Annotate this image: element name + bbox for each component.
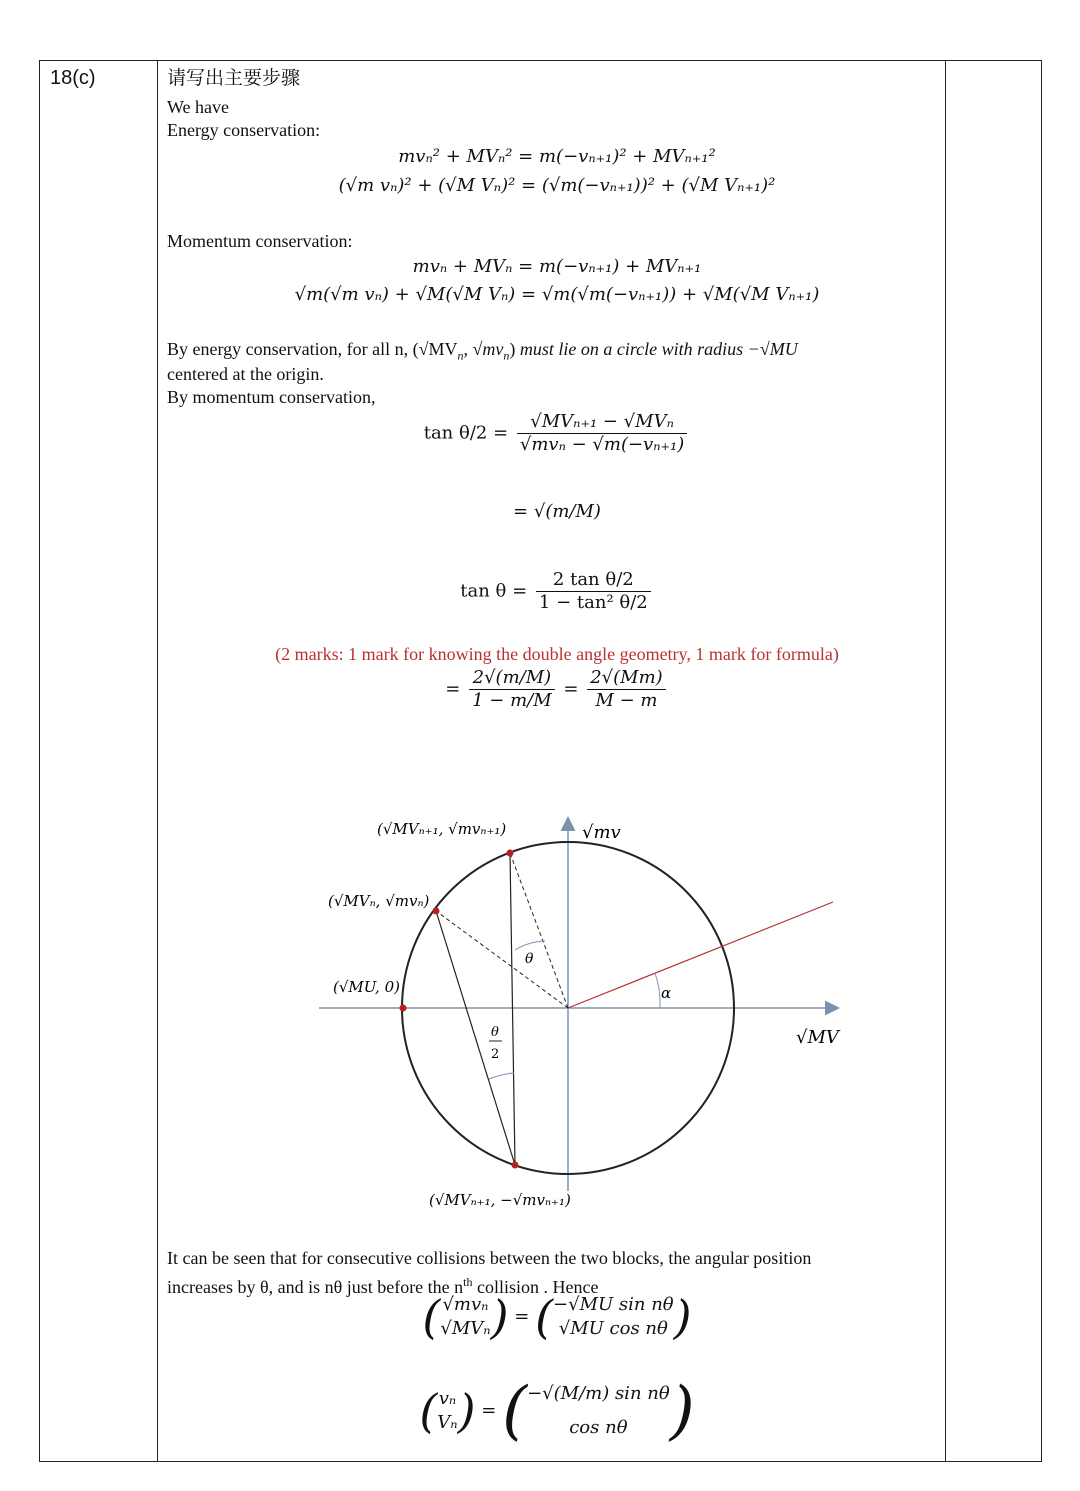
final-numerator-2: 2√(Mm): [587, 667, 665, 690]
vec3-top: vₙ: [438, 1388, 457, 1409]
tan-half-denominator: √mvₙ − √m(−vₙ₊₁): [519, 434, 685, 455]
tan-full-numerator: 2 tan θ/2: [536, 569, 651, 592]
circle-statement-start: By energy conservation, for all n, (√MV: [167, 339, 458, 359]
vec1-bottom: √MVₙ: [440, 1318, 491, 1339]
conclusion-line-2-text: increases by θ, and is nθ just before the n: [167, 1277, 464, 1297]
marks-note: (2 marks: 1 mark for knowing the double angle geometry, 1 mark for formula): [275, 644, 839, 664]
tan-half-lhs: tan θ/2 =: [423, 422, 509, 444]
momentum-equation-1: mvₙ + MVₙ = m(−vₙ₊₁) + MVₙ₊₁: [412, 256, 702, 277]
x-axis-label: √MV: [796, 1027, 839, 1048]
question-number: 18(c): [50, 67, 96, 89]
radius-left-upper: [436, 911, 568, 1008]
point-left: [400, 1005, 407, 1012]
vec1-top: √mvₙ: [442, 1294, 489, 1315]
vec4-top: −√(M/m) sin nθ: [527, 1383, 670, 1404]
chord-left: [436, 911, 515, 1165]
y-axis-label: √mv: [582, 822, 621, 843]
alpha-ray: [568, 902, 833, 1008]
final-numerator-1: 2√(m/M): [469, 667, 555, 690]
alpha-arc: [655, 973, 660, 1008]
energy-label: Energy conservation:: [167, 120, 321, 140]
we-have-text: We have: [167, 97, 230, 117]
column-divider-1: [157, 61, 158, 1461]
vec3-bottom: Vₙ: [437, 1412, 458, 1433]
circle-statement-end: must lie on a circle with radius −√MU: [519, 339, 798, 359]
final-denominator-2: M − m: [595, 690, 658, 711]
hence-text: collision . Hence: [477, 1277, 599, 1297]
label-point-left: (√MU, 0): [333, 978, 400, 996]
point-bottom: [512, 1162, 519, 1169]
vector-equation-1: ( √mvₙ √MVₙ ) = ( −√MU sin nθ √MU cos nθ ): [422, 1290, 692, 1344]
momentum-by-text: By momentum conservation,: [167, 387, 376, 407]
half-theta-arc: [489, 1073, 514, 1079]
solution-content: [167, 61, 947, 1461]
chord-vertical: [510, 853, 515, 1165]
heading: 请写出主要步骤: [167, 67, 301, 89]
energy-equation-1: mvₙ² + MVₙ² = m(−vₙ₊₁)² + MVₙ₊₁²: [398, 146, 716, 167]
tan-half-numerator: √MVₙ₊₁ − √MVₙ: [517, 411, 687, 434]
vec2-top: −√MU sin nθ: [553, 1294, 674, 1315]
conclusion-line-1: It can be seen that for consecutive collisions between the two blocks, the angular position: [167, 1248, 812, 1268]
radius-top: [510, 853, 568, 1008]
label-point-top: (√MVₙ₊₁, √mvₙ₊₁): [377, 820, 507, 838]
energy-equation-2: (√m vₙ)² + (√M Vₙ)² = (√m(−vₙ₊₁))² + (√M Vₙ₊₁)²: [338, 175, 776, 196]
angle-half-den: 2: [491, 1047, 500, 1062]
final-tan-equation: = $\frac{2√(m/M)}{1 - m/M}$ = $\frac{2√(Mm)}{M - m}$: [167, 667, 947, 712]
vec4-bottom: cos nθ: [569, 1417, 628, 1438]
vec2-bottom: √MU cos nθ: [558, 1318, 668, 1339]
label-point-left-upper: (√MVₙ, √mvₙ): [328, 892, 430, 910]
answer-table: [39, 60, 1042, 1462]
conclusion-line-2: increases by θ, and is nθ just before the $n^{th}$ collision . Hence: [167, 1275, 599, 1297]
theta-arc: [515, 941, 545, 950]
centered-text: centered at the origin.: [167, 364, 324, 384]
momentum-equation-2: √m(√m vₙ) + √M(√M Vₙ) = √m(√m(−vₙ₊₁)) + √M(√M Vₙ₊₁): [294, 284, 820, 305]
vector-equation-2: ( vₙ Vₙ ) = ( −√(M/m) sin nθ cos nθ ): [419, 1374, 695, 1448]
tan-full-denominator: 1 − tan² θ/2: [538, 592, 648, 613]
circle-statement: By energy conservation, for all n, ($√MV_n$, $√mv_n$) must lie on a circle with radius −√MU: [167, 339, 798, 363]
tan-full-lhs: tan θ =: [460, 580, 528, 602]
label-point-bottom: (√MVₙ₊₁, −√mvₙ₊₁): [429, 1191, 571, 1209]
final-denominator-1: 1 − m/M: [472, 690, 552, 711]
point-top: [507, 850, 514, 857]
point-left-upper: [433, 908, 440, 915]
tan-half-result: = √(m/M): [513, 501, 601, 522]
momentum-label: Momentum conservation:: [167, 231, 353, 251]
angle-half-num: θ: [491, 1025, 499, 1040]
angle-alpha-label: α: [661, 984, 672, 1002]
angle-theta-label: θ: [525, 951, 534, 967]
